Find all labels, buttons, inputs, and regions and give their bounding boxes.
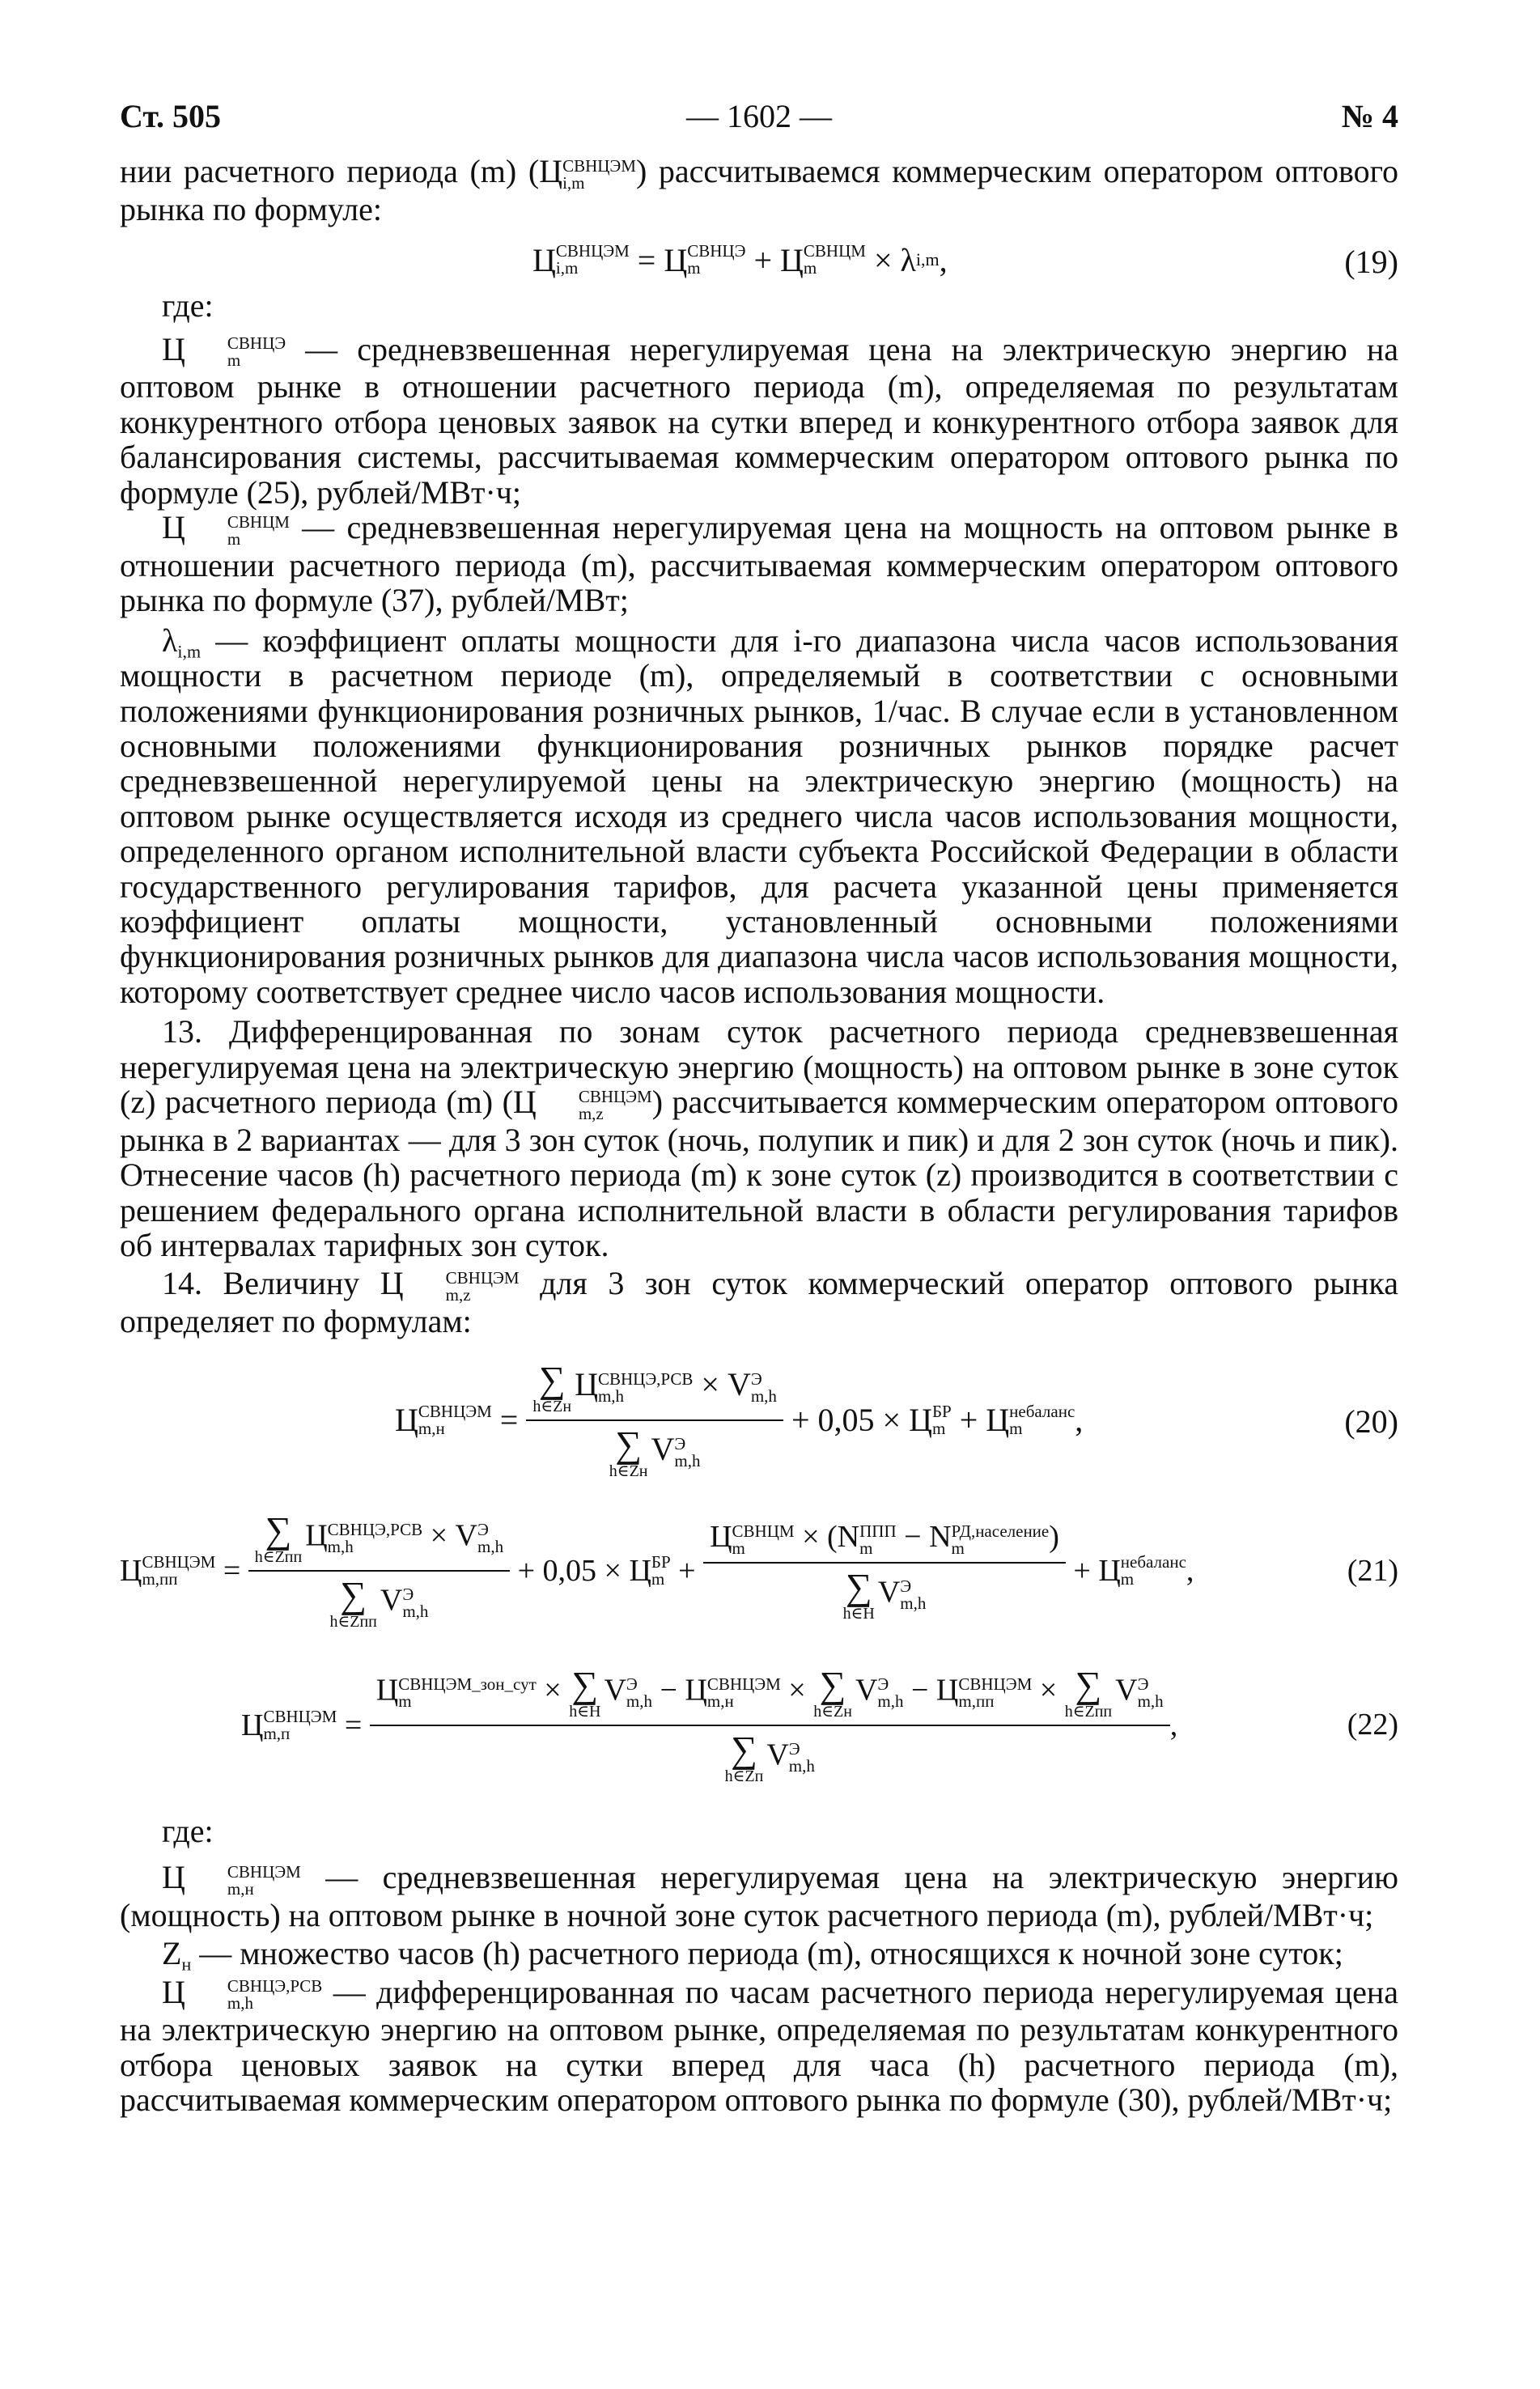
definition-z-night: $Z_н$ — множество часов (h) расчетного периода (m), относящихся к ночной зоне суток; xyxy=(162,1935,1343,1975)
definition-c-svnce: Ц СВНЦЭ m — средневзвешенная нерегулируемая цена на электрическую энергию на оптовом рынке в отношении расчетного периода (m), определяемая по результатам конкурентного отбора ценовых заявок на сутки вперед и конкурентного отбора заявок для балансирования системы, рассчитываемая коммерческим оператором оптового рынка по формуле (25), рублей/МВт·ч; xyxy=(120,330,1398,511)
formula-19: Ц СВНЦЭМ i,m = Ц СВНЦЭ m + Ц СВНЦМ m × λ i,m , (19) xyxy=(532,241,1398,281)
where-label-1: где: xyxy=(162,287,214,325)
issue-number: № 4 xyxy=(1341,98,1398,134)
page-header xyxy=(120,97,1398,154)
definition-lambda: $\lambda_{i,m}$ — коэффициент оплаты мощности для i-го диапазона числа часов использования мощности в расчетном периоде (m), определяемый в соответствии с основными положениями функционирования розничных рынков, 1/час. В случае если в установленном основными положениями функционирования розничных рынков порядке расчет средневзвешенной нерегулируемой цены на электрическую энергию (мощность) на оптовом рынке осуществляется исходя из среднего числа часов использования мощности, определенного органом исполнительной власти субъекта Российской Федерации в области государственного регулирования тарифов, для расчета указанной цены применяется коэффициент оплаты мощности, установленный основными положениями функционирования розничных рынков для диапазона числа часов использования мощности, которому соответствует среднее число часов использования мощности. xyxy=(120,622,1398,1010)
formula-22-fraction: Ц СВНЦЭМ_зон_сут m × ∑ h∈H V Э m,h − Ц СВНЦЭМ m,н × ∑ h∈Zн V Э m,h − Ц СВНЦЭМ m,пп × ∑ h∈Zпп V Э m,h ∑ h∈Zп V Э m,h xyxy=(370,1666,1170,1784)
paragraph-13: 13. Дифференцированная по зонам суток расчетного периода средневзвешенная нерегулируемая цена на электрическую энергию (мощность) на оптовом рынке в зоне суток (z) расчетного периода (m) (Ц СВНЦЭМ m,z ) рассчитывается коммерческим оператором оптового рынка в 2 вариантах — для 3 зон суток (ночь, полупик и пик) и для 2 зон суток (ночь и пик). Отнесение часов (h) расчетного периода (m) к зоне суток (z) производится в соответствии с решением федерального органа исполнительной власти в области регулирования тарифов об интервалах тарифных зон суток. xyxy=(120,1013,1398,1263)
paragraph-14: 14. Величину Ц СВНЦЭМ m,z для 3 зон суток коммерческий оператор оптового рынка определяет по формулам: xyxy=(120,1265,1399,1340)
formula-22: Ц СВНЦЭМ m,п = Ц СВНЦЭМ_зон_сут m × ∑ h∈H V Э m,h − Ц СВНЦЭМ m,н × ∑ h∈Zн V Э m,h − Ц СВНЦЭМ m,пп × ∑ h∈Zпп V Э m,h ∑ h∈Zп V Э m,h , (22) xyxy=(241,1663,1398,1785)
formula-21-number: (21) xyxy=(1347,1553,1398,1588)
article-number: Ст. 505 xyxy=(120,98,221,134)
formula-22-number: (22) xyxy=(1347,1707,1398,1742)
formula-19-number: (19) xyxy=(1344,244,1398,281)
definition-c-svnce-rsv: Ц СВНЦЭ,РСВ m,h — дифференцированная по часам расчетного периода нерегулируемая цена на электрическую энергию на оптовом рынке, определяемая по результатам конкурентного отбора ценовых заявок на сутки вперед для часа (h) расчетного периода (m), рассчитываемая коммерческим оператором оптового рынка по формуле (30), рублей/МВт·ч; xyxy=(120,1973,1398,2119)
page xyxy=(120,97,1398,2118)
formula-20-number: (20) xyxy=(1344,1402,1398,1440)
definition-c-svncem-night: Ц СВНЦЭМ m,н — средневзвешенная нерегулируемая цена на электрическую энергию (мощность) на оптовом рынке в ночной зоне суток расчетного периода (m), рублей/МВт·ч; xyxy=(120,1859,1398,1933)
paragraph-intro: нии расчетного периода (m) (Ц СВНЦЭМ i,m ) рассчитываемся коммерческим оператором оптового рынка по формуле: xyxy=(120,153,1398,227)
definition-c-svncm: Ц СВНЦМ m — средневзвешенная нерегулируемая цена на мощность на оптовом рынке в отношении расчетного периода (m), рассчитываемая коммерческим оператором оптового рынка по формуле (37), рублей/МВт; xyxy=(120,509,1398,619)
formula-21: Ц СВНЦЭМ m,пп = ∑ h∈Zпп Ц СВНЦЭ,РСВ m,h × V Э m,h ∑ h∈Zпп V Э m,h + 0,05 × Ц БР m + Ц СВНЦМ m × (N ППП m − N РД,население m ) ∑ h∈H V Э m,h + Ц небаланс m , (21) xyxy=(120,1509,1398,1631)
where-label-2: где: xyxy=(162,1812,214,1849)
page-number: — 1602 — xyxy=(686,98,832,134)
formula-21-fraction-2: Ц СВНЦМ m × (N ППП m − N РД,население m ) ∑ h∈H V Э m,h xyxy=(703,1519,1066,1621)
formula-20-fraction: ∑ h∈Zн Ц СВНЦЭ,РСВ m,h × V Э m,h ∑ h∈Zн V Э m,h xyxy=(526,1361,783,1479)
formula-21-fraction-1: ∑ h∈Zпп Ц СВНЦЭ,РСВ m,h × V Э m,h ∑ h∈Zпп V Э m,h xyxy=(248,1512,510,1630)
formula-20: Ц СВНЦЭМ m,н = ∑ h∈Zн Ц СВНЦЭ,РСВ m,h × V Э m,h ∑ h∈Zн V Э m,h + 0,05 × Ц БР m + Ц небаланс m , (20) xyxy=(395,1358,1398,1480)
